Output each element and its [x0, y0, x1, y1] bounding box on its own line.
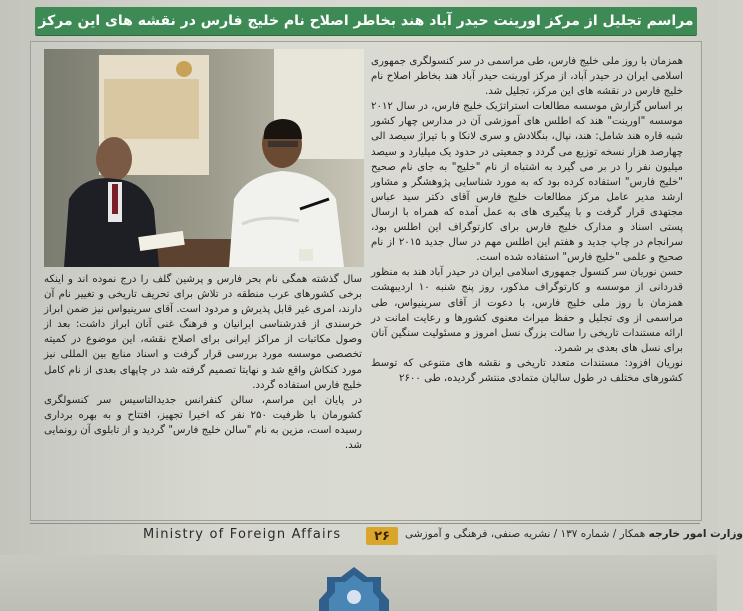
- ornament-icon: [319, 565, 389, 611]
- article-title-bar: [35, 7, 697, 35]
- footer-ministry-name: وزارت امور خارجه: [648, 528, 743, 540]
- footer-issue-info: همکار / شماره ۱۳۷ / نشریه صنفی، فرهنگی و آموزشی: [405, 528, 649, 540]
- photo-illustration: [44, 49, 364, 267]
- article-paragraph: همزمان با روز ملی خلیج فارس، طی مراسمی در سر کنسولگری جمهوری اسلامی ایران در حیدر آباد، از مرکز اورینت حیدر آباد هند بخاطر اصلاح نام خلیج فارس در نقشه های این مرکز، تجلیل شد.: [371, 56, 683, 98]
- article-photo: [44, 49, 364, 267]
- article-column-left: [44, 272, 362, 453]
- footer-publisher-latin: Ministry of Foreign Affairs: [143, 527, 342, 542]
- page-number-badge: ۲۶: [366, 527, 398, 545]
- footer-publication-info: [405, 528, 743, 540]
- article-column-right: [371, 54, 683, 386]
- article-title: مراسم تجلیل از مرکز اورینت حیدر آباد هند بخاطر اصلاح نام خلیج فارس در نقشه های این مرکز: [38, 13, 694, 29]
- article-paragraph: در پایان این مراسم، سالن کنفرانس جدیدالتاسیس سر کنسولگری کشورمان با ظرفیت ۲۵۰ نفر که اخیرا تجهیز، افتتاح و به بهره برداری رسیده است، مزین به نام "سالن خلیج فارس" گردید و از تابلوی آن رونمایی شد.: [44, 394, 362, 452]
- article-paragraph: نوریان افزود: مستندات متعدد تاریخی و نقشه های متنوعی که توسط کشورهای مختلف در طول سالیان متمادی منتشر گردیده، طی ۲۶۰۰: [371, 357, 683, 384]
- article-paragraph: سال گذشته همگی نام بحر فارس و پرشین گلف را درج نموده اند و اینکه برخی کشورهای عرب منطقه در تلاش برای تحریف تاریخی و تغییر نام آن دارند، امری غیر قابل پذیرش و مردود است. آقای سرینیواس نیز ضمن ابراز خرسندی از قدرشناسی ایرانیان و فرهنگ غنی آنان ابراز داشت: بعد از وصول مکاتبات از مراکز ایرانی برای اصلاح نقشه، این موضوع در کمیته تخصصی موسسه مورد بررسی قرار گرفت و اسناد منابع بین المللی نیز مورد کنکاش واقع شد و نهایتا تصمیم گرفته شد در چاپهای بعدی از نام کامل خلیج فارس استفاده گردد.: [44, 274, 362, 391]
- article-paragraph: بر اساس گزارش موسسه مطالعات استراتژیک خلیج فارس، در سال ۲۰۱۲ موسسه "اورینت" هند که اطلس های آموزشی آن در مدارس چهار کشور شبه قاره هند شامل: هند، نپال، بنگلادش و سری لانکا و با تیراژ سیصد الی چهارصد هزار نسخه توزیع می گردد و جمعیتی در حدود یک میلیارد و سیصد میلیون نفر را در بر می گیرد به اشتباه از نام "خلیج" به جای نام صحیح "خلیج فارس" استفاده کرده بود که به مورد شناسایی پژوهشگر و مشاور ارشد مدیر عامل مرکز مطالعات خلیج فارس آقای دکتر سید عباس مجتهدی قرار گرفت و با پیگیری های به عمل آمده که همراه با ارسال پستی اسناد و مدارک خلیج فارس برای کارتوگراف این اطلس بود، سرانجام در چاپ جدید و هفتم این اطلس مهم در سال جدید ۲۰۱۵ از نام صحیح و علمی "خلیج فارس" استفاده شده است.: [371, 101, 683, 264]
- page-footer: [30, 523, 743, 546]
- article-paragraph: حسن نوریان سر کنسول جمهوری اسلامی ایران در حیدر آباد هند به منظور قدردانی از موسسه و کارتوگراف مذکور، روز پنج شنبه ۱۰ اردیبهشت همزمان با روز ملی خلیج فارس، با دعوت از آقای سرینیواس، طی مراسمی از وی تجلیل و حفظ میراث معنوی کشورها و رعایت امانت در ارائه مستندات تاریخی را سالت بزرگ نسل امروز و مسئولیت سنگین آنان برای نسل های بعدی بر شمرد.: [371, 267, 683, 354]
